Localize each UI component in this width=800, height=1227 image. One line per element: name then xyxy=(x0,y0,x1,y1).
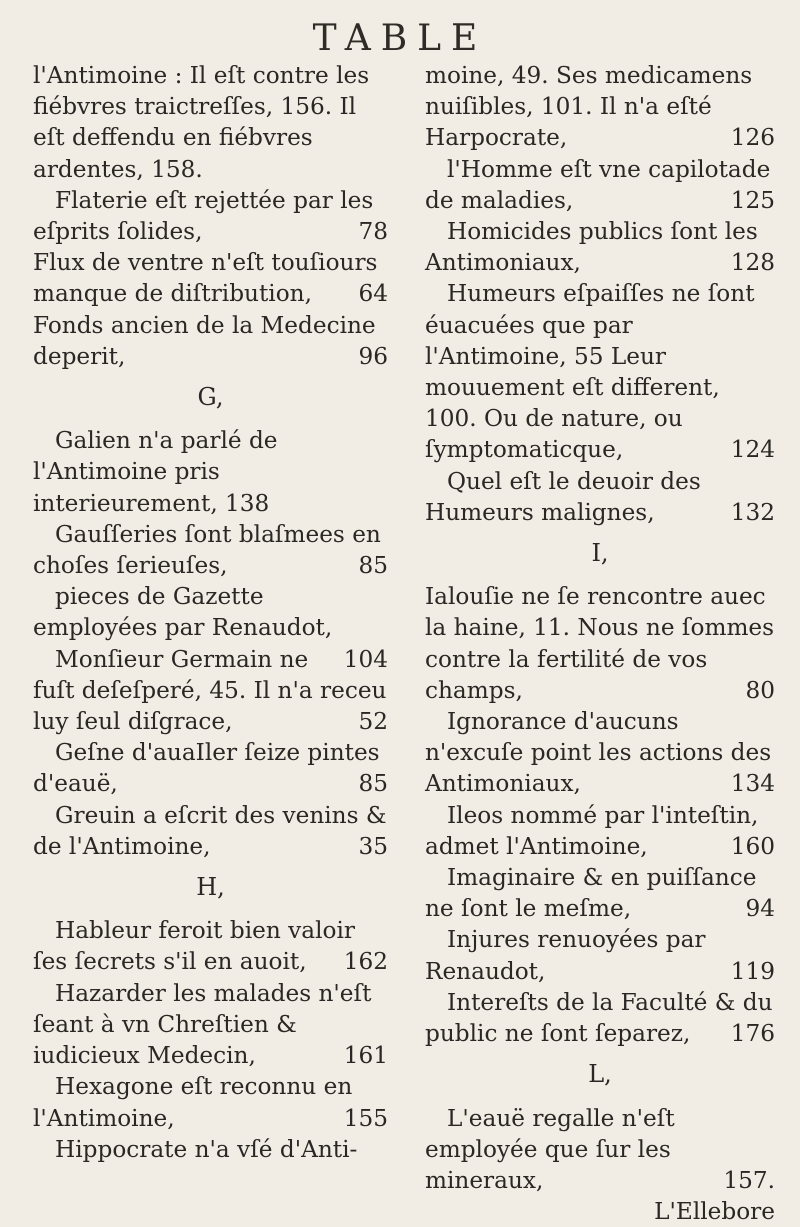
page-ref: 64 xyxy=(358,280,388,308)
index-entry xyxy=(33,1071,388,1133)
index-entry xyxy=(425,706,775,800)
entry-text: Imaginaire & en puiſſance ne ſont le meſme, xyxy=(425,864,757,923)
page-ref: 162 xyxy=(343,948,388,976)
right-column xyxy=(425,60,775,1227)
index-entry xyxy=(33,581,388,673)
index-entry xyxy=(425,60,775,154)
index-entry xyxy=(425,216,775,278)
page-ref: 160 xyxy=(730,832,775,860)
entry-text: Ileos nommé par l'inteſtin, admet l'Antimoine, xyxy=(425,801,759,860)
page-ref: 52 xyxy=(358,708,388,736)
entry-text: Ignorance d'aucuns n'excuſe point les actions des Antimoniaux, xyxy=(425,708,772,798)
page-ref: 96 xyxy=(358,342,388,370)
page-ref: 35 xyxy=(358,832,388,860)
index-entry xyxy=(425,466,775,528)
entry-text: Quel eſt le deuoir des Humeurs malignes, xyxy=(425,467,701,526)
page-ref: 128 xyxy=(730,249,775,277)
entry-text: Flaterie eſt rejettée par les eſprits ſolides, xyxy=(33,186,374,246)
index-entry xyxy=(425,800,775,862)
entry-text: Fonds ancien de la Medecine deperit, xyxy=(33,311,376,370)
index-entry xyxy=(425,278,775,465)
page-ref: 161 xyxy=(343,1042,388,1070)
section-letter-h: H, xyxy=(196,873,225,902)
page-ref: 126 xyxy=(730,124,775,152)
index-entry xyxy=(33,247,388,309)
section-letter-i: I, xyxy=(591,539,609,568)
index-entry xyxy=(425,581,775,706)
index-entry xyxy=(33,915,388,977)
entry-text: Injures renuoyées par Renaudot, xyxy=(425,926,706,985)
index-entry xyxy=(33,310,388,372)
entry-text: Homicides publics ſont les Antimoniaux, xyxy=(425,218,758,277)
index-entry xyxy=(33,519,388,581)
page-ref: 134 xyxy=(730,770,775,798)
page-ref: 78 xyxy=(358,218,388,246)
entry-text: Intereſts de la Faculté & du public ne ſont ſeparez, xyxy=(425,988,773,1048)
entry-text: Humeurs eſpaiſſes ne ſont éuacuées que par l'Antimoine, 55 Leur mouuement eſt different, 100. Ou de nature, ou ſymptomaticque, xyxy=(425,280,755,464)
page-ref: 157. xyxy=(723,1166,775,1194)
entry-text: Hexagone eſt reconnu en l'Antimoine, xyxy=(33,1073,353,1132)
page-ref: 94 xyxy=(745,895,775,923)
page-ref: 104 xyxy=(343,645,388,673)
left-column xyxy=(33,60,388,1165)
entry-text: pieces de Gazette employées par Renaudot, xyxy=(33,583,333,642)
entry-text: Ialouſie ne ſe rencontre auec la haine, 11. Nous ne ſommes contre la fertilité de vos champs, xyxy=(425,583,775,704)
section-letter-g: G, xyxy=(197,383,224,412)
index-entry xyxy=(33,978,388,1072)
page-ref: 124 xyxy=(730,436,775,464)
entry-text: Monſieur Germain ne fuſt deſeſperé, 45. Il n'a receu luy ſeul diſgrace, xyxy=(33,645,387,736)
index-entry: l'Antimoine : Il eſt contre les fiébvres traictreſſes, 156. Il eſt deffendu en fiébvres ardentes, 158. xyxy=(33,62,370,183)
page-ref: 132 xyxy=(730,498,775,526)
entry-text: Flux de ventre n'eſt touſiours manque de diſtribution, xyxy=(33,249,378,308)
page-ref: 85 xyxy=(358,552,388,580)
index-entry xyxy=(425,154,775,216)
section-letter-l: L, xyxy=(588,1060,612,1089)
index-entry xyxy=(425,987,775,1049)
page-ref: 80 xyxy=(745,676,775,704)
page-ref: 155 xyxy=(343,1104,388,1132)
index-entry: Hippocrate n'a vſé d'Anti- xyxy=(55,1135,358,1163)
index-entry xyxy=(33,800,388,862)
page-ref: 125 xyxy=(730,186,775,214)
page-header: TABLE xyxy=(312,18,488,59)
index-entry xyxy=(425,924,775,986)
entry-text: Greuin a eſcrit des venins & de l'Antimoine, xyxy=(33,801,387,860)
entry-text: Hazarder les malades n'eſt ſeant à vn Chreſtien & iudicieux Medecin, xyxy=(33,979,372,1070)
catchword: L'Ellebore xyxy=(654,1198,775,1226)
page-ref: 85 xyxy=(358,770,388,798)
entry-text: Hableur feroit bien valoir ſes ſecrets s'il en auoit, xyxy=(33,917,355,976)
entry-text: moine, 49. Ses medicamens nuiſibles, 101. Il n'a eſté Harpocrate, xyxy=(425,62,753,152)
index-entry xyxy=(33,737,388,799)
entry-text: l'Homme eſt vne capilotade de maladies, xyxy=(425,155,771,214)
entry-text: Gauſſeries ſont blaſmees en choſes ſerieuſes, xyxy=(33,520,381,580)
entry-text: L'eauë regalle n'eſt employée que ſur les mineraux, xyxy=(425,1104,675,1194)
index-entry: Galien n'a parlé de l'Antimoine pris interieurement, 138 xyxy=(33,427,278,517)
index-entry xyxy=(425,862,775,924)
page-ref: 119 xyxy=(730,957,775,985)
index-entry xyxy=(33,185,388,247)
page-ref: 176 xyxy=(730,1020,775,1048)
entry-text: Geſne d'auaIler ſeize pintes d'eauë, xyxy=(33,739,380,798)
